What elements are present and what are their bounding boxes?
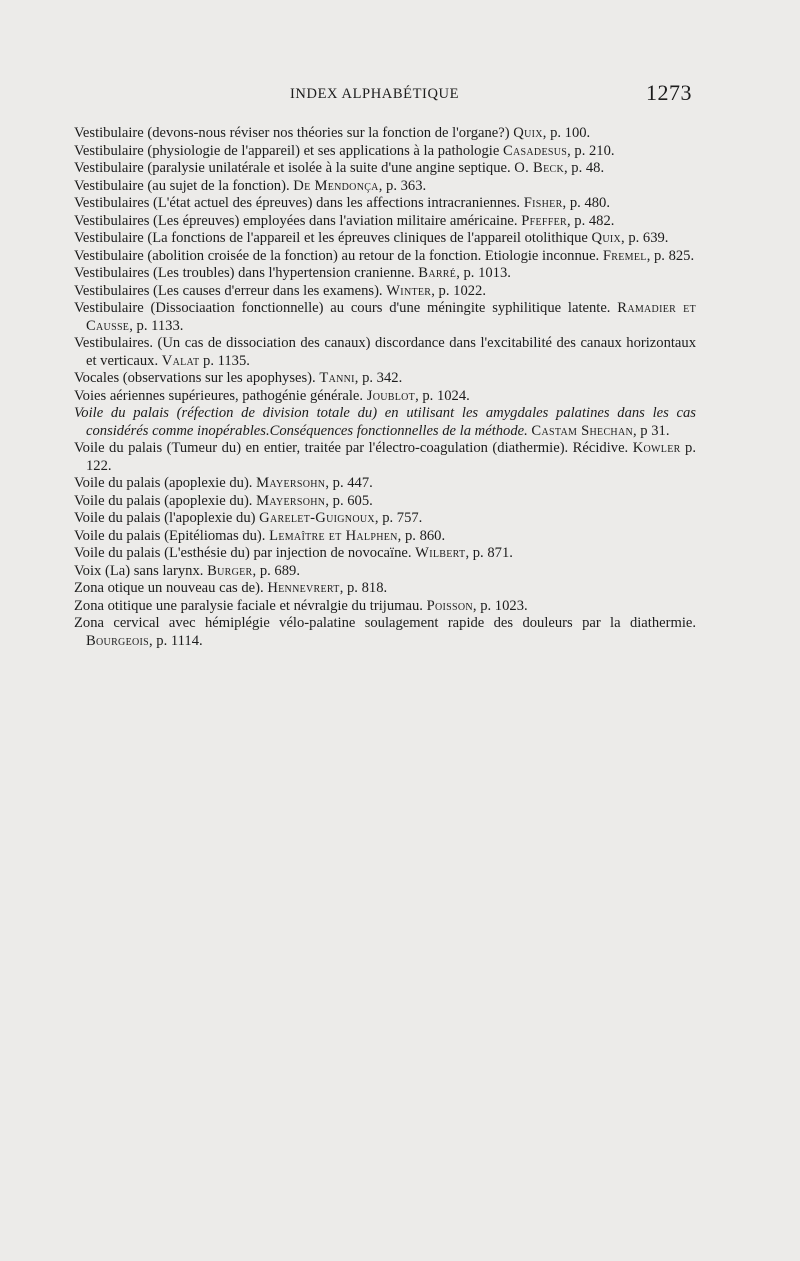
entry-author: Mayersohn (256, 475, 326, 491)
entry-text: Voile du palais (L'esthésie du) par injection de novocaïne. (74, 545, 412, 561)
index-entry (74, 493, 696, 511)
entry-text: Zona otitique une paralysie faciale et névralgie du trijumau. (74, 597, 423, 614)
entry-text: Vestibulaire (La fonctions de l'appareil et les épreuves cliniques de l'appareil otolithique (74, 230, 588, 246)
entry-author: De Mendonça (293, 177, 379, 194)
entry-text: Vestibulaires (L'état actuel des épreuves) dans les affections intracraniennes. (74, 195, 521, 211)
page-number: 1273 (646, 80, 692, 105)
index-entry (74, 370, 696, 388)
index-entry (74, 160, 696, 178)
entry-author: Kowler (632, 440, 681, 456)
entry-page-ref: , p. 1023. (472, 597, 528, 614)
entry-page-ref: , p. 447. (325, 475, 373, 491)
entry-page-ref: , p. 818. (339, 580, 388, 596)
index-entry (74, 300, 696, 335)
index-entry (74, 178, 696, 196)
index-entry (74, 440, 696, 475)
entry-page-ref: , p. 639. (621, 230, 669, 246)
running-title: INDEX ALPHABÉTIQUE (290, 86, 460, 102)
entry-page-ref: , p. 860. (397, 527, 446, 544)
entry-text: Vestibulaire (devons-nous réviser nos théories sur la fonction de l'organe?) (74, 125, 510, 141)
entry-author: Fisher (523, 195, 563, 211)
index-entries (74, 125, 696, 650)
entry-text: Vestibulaires (Les troubles) dans l'hypertension cranienne. (74, 265, 415, 281)
index-entry (74, 143, 696, 161)
index-entry (74, 265, 696, 283)
entry-page-ref: , p. 1114. (149, 632, 203, 649)
entry-page-ref: , p. 210. (567, 142, 615, 159)
entry-text: Voile du palais (Epitéliomas du). (74, 527, 266, 544)
entry-text: Vocales (observations sur les apophyses). (74, 370, 316, 386)
entry-author: Barré (418, 265, 457, 281)
entry-author: Wilbert (415, 545, 466, 561)
entry-author: Ramadier et Causse (86, 300, 696, 334)
index-entry (74, 335, 696, 370)
entry-text: Vestibulaires. (Un cas de dissociation des canaux) discordance dans l'excitabilité des canaux horizontaux et verticaux. (74, 335, 696, 369)
entry-page-ref: , p. 48. (563, 160, 605, 176)
entry-page-ref: p. 122. (86, 440, 697, 474)
entry-text: Zona cervical avec hémiplégie vélo-palatine soulagement rapide des douleurs par la diathermie. (74, 615, 696, 631)
entry-page-ref: , p. 689. (252, 562, 300, 579)
entry-page-ref: , p 31. (633, 422, 670, 439)
entry-text: Vestibulaires (Les causes d'erreur dans les examens). (74, 282, 383, 299)
index-entry (74, 195, 696, 213)
entry-text: Voix (La) sans larynx. (74, 562, 204, 579)
entry-author: Hennevrert (267, 580, 340, 596)
entry-page-ref: , p. 480. (562, 195, 610, 211)
entry-author: Castam Shechan (531, 422, 633, 439)
index-entry (74, 213, 696, 231)
entry-page-ref: , p. 1024. (415, 387, 470, 404)
index-entry (74, 563, 696, 581)
entry-page-ref: , p. 1133. (129, 317, 184, 334)
entry-page-ref: p. 1135. (199, 352, 250, 369)
entry-author: Poisson (426, 597, 473, 614)
entry-page-ref: , p. 825. (646, 247, 695, 264)
entry-author: Mayersohn (256, 492, 326, 509)
entry-page-ref: , p. 342. (354, 370, 403, 386)
entry-text: Vestibulaire (abolition croisée de la fonction) au retour de la fonction. Etiologie inconnue. (74, 247, 600, 264)
entry-author: Casadesus (502, 142, 568, 159)
entry-author: Fremel (602, 247, 647, 264)
entry-author: Burger (207, 562, 253, 579)
entry-author: Quix (591, 230, 622, 246)
entry-author: Bourgeois (86, 632, 149, 649)
entry-page-ref: , p. 1022. (431, 282, 486, 299)
entry-text: Vestibulaire (paralysie unilatérale et isolée à la suite d'une angine septique. (74, 160, 511, 176)
index-entry (74, 615, 696, 650)
page-header (0, 80, 800, 108)
index-entry (74, 248, 696, 266)
entry-author: Joublot (366, 387, 416, 404)
entry-text: Voile du palais (apoplexie du). (74, 475, 253, 491)
entry-text: Vestibulaire (Dissociaation fonctionnelle) au cours d'une méningite syphilitique latente. (74, 300, 611, 316)
index-entry (74, 580, 696, 598)
entry-author: Pfeffer (521, 212, 567, 229)
index-entry (74, 598, 696, 616)
index-entry (74, 545, 696, 563)
entry-page-ref: , p. 1013. (456, 265, 511, 281)
index-entry (74, 230, 696, 248)
entry-text: Vestibulaires (Les épreuves) employées dans l'aviation militaire américaine. (74, 212, 518, 229)
entry-text: Voile du palais (apoplexie du). (74, 492, 253, 509)
entry-author: Lemaître et Halphen (269, 527, 398, 544)
entry-text: Zona otique un nouveau cas de). (74, 580, 264, 596)
entry-author: Tanni (319, 370, 355, 386)
entry-page-ref: , p. 100. (542, 125, 591, 141)
entry-author: Garelet-Guignoux (259, 510, 375, 526)
index-entry (74, 125, 696, 143)
entry-text: Voile du palais (l'apoplexie du) (74, 510, 256, 526)
entry-page-ref: , p. 757. (374, 510, 423, 526)
entry-text: Vestibulaire (physiologie de l'appareil) et ses applications à la pathologie (74, 142, 500, 159)
entry-page-ref: , p. 482. (566, 212, 615, 229)
entry-text: Voile du palais (réfection de division totale du) en utilisant les amygdales palatines dans les cas considérés comme inopérables.Conséquences fonctionnelles de la méthode. (74, 405, 696, 439)
index-entry (74, 510, 696, 528)
entry-text: Vestibulaire (au sujet de la fonction). (74, 177, 290, 194)
entry-author: O. Beck (514, 160, 564, 176)
entry-page-ref: , p. 605. (325, 492, 373, 509)
index-entry (74, 388, 696, 406)
entry-page-ref: , p. 871. (465, 545, 513, 561)
index-entry (74, 528, 696, 546)
entry-author: Winter (386, 282, 432, 299)
entry-page-ref: , p. 363. (378, 177, 427, 194)
index-entry (74, 475, 696, 493)
entry-author: Quix (513, 125, 543, 141)
index-entry (74, 405, 696, 440)
entry-author: Valat (161, 352, 200, 369)
entry-text: Voies aériennes supérieures, pathogénie générale. (74, 387, 364, 404)
index-entry (74, 283, 696, 301)
entry-text: Voile du palais (Tumeur du) en entier, traitée par l'électro-coagulation (diathermie). Récidive. (74, 440, 629, 456)
